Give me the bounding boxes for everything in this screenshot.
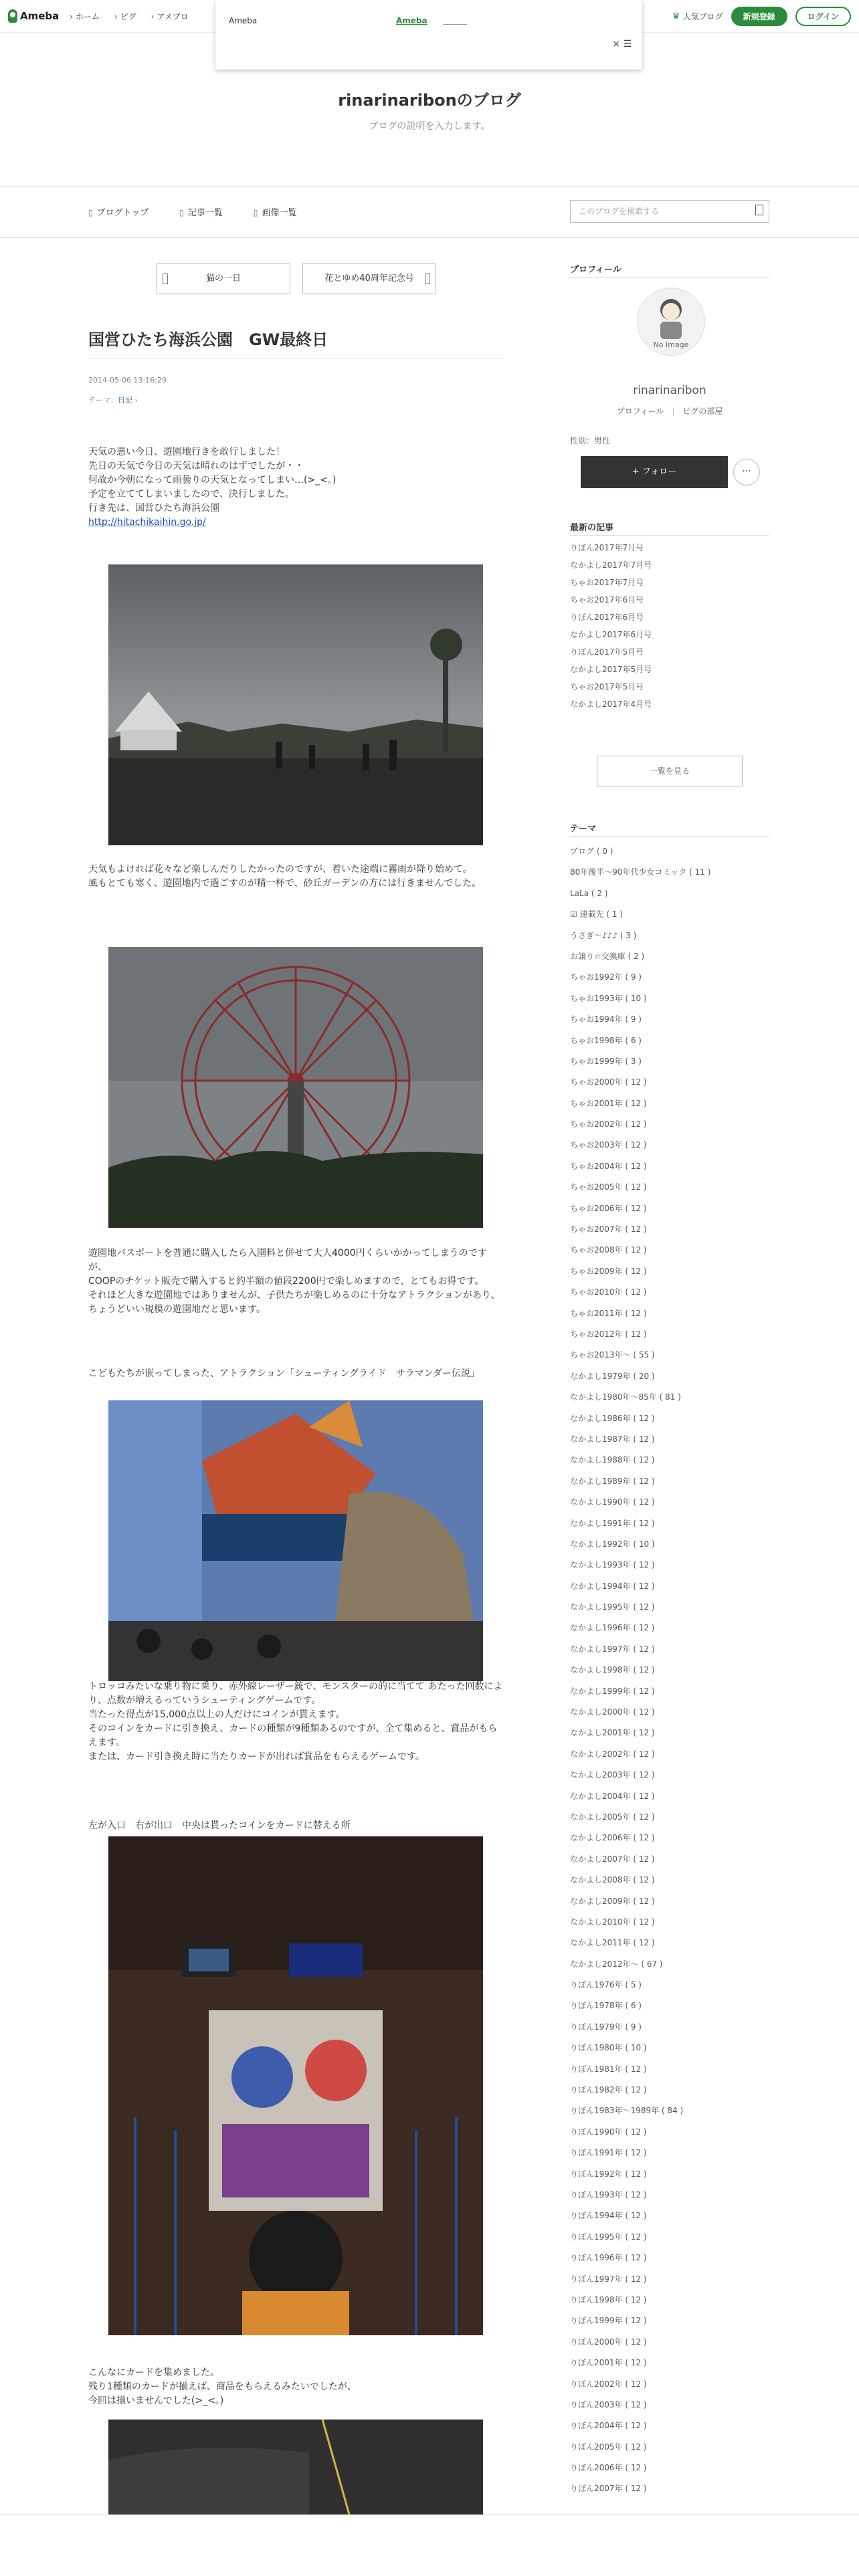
theme-item[interactable]: りぼん2001年 ( 12 ) (570, 2358, 647, 2368)
theme-item[interactable]: ちゃお1993年 ( 10 ) (570, 993, 647, 1003)
theme-item[interactable]: お譲り☆交換庫 ( 2 ) (570, 951, 645, 961)
recent-article-item[interactable]: りぼん2017年5月号 (570, 647, 644, 657)
theme-item[interactable]: ちゃお2003年 ( 12 ) (570, 1140, 647, 1150)
chevron-left-icon (163, 274, 168, 284)
article-paragraph-5 (88, 1680, 503, 1764)
next-article-label: 花とゆめ40周年記念号 (324, 274, 414, 284)
theme-item[interactable]: なかよし2001年 ( 12 ) (570, 1728, 655, 1738)
theme-item[interactable]: なかよし2009年 ( 12 ) (570, 1896, 655, 1906)
theme-item[interactable]: なかよし2007年 ( 12 ) (570, 1854, 655, 1864)
page-bottom-divider (0, 2514, 859, 2515)
theme-item[interactable]: なかよし1987年 ( 12 ) (570, 1434, 655, 1444)
theme-list (570, 841, 710, 2500)
photo-card-exchange-image (108, 1836, 483, 2335)
theme-item[interactable]: 80年後半〜90年代少女コミック ( 11 ) (570, 867, 711, 877)
recent-heading-rule (570, 535, 769, 536)
overlay-left-label: Ameba (229, 16, 258, 25)
article-date: 2014-05-06 13:16:29 (88, 376, 167, 385)
text-line: 残り1種類のカードが揃えば、商品をもらえるみたいでしたが、 (88, 2381, 357, 2392)
recent-article-item[interactable]: ちゃお2017年5月号 (570, 682, 644, 691)
theme-item[interactable]: りぼん1983年〜1989年 ( 84 ) (570, 2106, 684, 2116)
theme-item[interactable]: なかよし1991年 ( 12 ) (570, 1518, 655, 1528)
theme-item[interactable]: なかよし2003年 ( 12 ) (570, 1770, 655, 1780)
theme-item[interactable]: ちゃお2002年 ( 12 ) (570, 1119, 647, 1130)
theme-item[interactable]: ちゃお2012年 ( 12 ) (570, 1329, 647, 1339)
photo-cloudy-park-image (108, 564, 483, 845)
theme-item[interactable]: ちゃお2007年 ( 12 ) (570, 1224, 647, 1235)
theme-item[interactable]: ちゃお2004年 ( 12 ) (570, 1161, 647, 1171)
theme-item[interactable]: りぼん1991年 ( 12 ) (570, 2148, 647, 2158)
text-line: こんなにカードを集めました。 (88, 2367, 219, 2378)
theme-item[interactable]: なかよし1997年 ( 12 ) (570, 1644, 655, 1654)
article-paragraph-4 (88, 1367, 503, 1381)
profile-heading: プロフィール (570, 265, 622, 275)
theme-item[interactable]: りぼん2005年 ( 12 ) (570, 2442, 647, 2452)
theme-item[interactable]: なかよし2011年 ( 12 ) (570, 1938, 655, 1948)
photo-salamander-attraction-image (108, 1400, 483, 1681)
theme-item[interactable]: りぼん1996年 ( 12 ) (570, 2253, 647, 2263)
recent-articles-heading: 最新の記事 (570, 523, 614, 533)
blog-subnav (0, 186, 859, 238)
search-icon[interactable] (755, 205, 763, 215)
text-line: こどもたちが嵌ってしまった、アトラクション「シューティングライド サラマンダー伝説」 (88, 1368, 480, 1379)
right-nav (672, 7, 851, 26)
theme-item[interactable]: ちゃお2009年 ( 12 ) (570, 1266, 647, 1276)
text-line: 風もとても寒く、遊園地内で過ごすのが精一杯で、砂丘ガーデンの方には行きませんでした。 (88, 878, 482, 889)
view-all-button[interactable]: 一覧を見る (597, 756, 743, 786)
photo-cards[interactable] (108, 2420, 483, 2514)
theme-item[interactable]: なかよし1986年 ( 12 ) (570, 1413, 655, 1423)
pigg-room-link[interactable]: ピグの部屋 (682, 407, 723, 416)
overlay-close-button[interactable]: × ☰ (612, 39, 632, 49)
text-line: 今回は揃いませんでした(>_<。) (88, 2395, 224, 2406)
text-line: トロッコみたいな乗り物に乗り、赤外線レーザー銃で、モンスターの的に当てて あたった回数により、点数が増えるっていうシューティングゲームです。 (88, 1681, 503, 1706)
profile-name[interactable]: rinarinaribon (633, 384, 706, 397)
recent-article-item[interactable]: りぼん2017年6月号 (570, 613, 644, 622)
theme-item[interactable]: なかよし1996年 ( 12 ) (570, 1623, 655, 1633)
avatar[interactable] (637, 288, 705, 356)
theme-item[interactable]: りぼん2004年 ( 12 ) (570, 2421, 647, 2431)
text-line: 遊園地パスポートを普通に購入したら入園料と併せて大人4000円くらいかかってしまうのですが、 (88, 1248, 487, 1273)
nav-link-pigg[interactable]: › ピグ (114, 11, 136, 22)
theme-item[interactable]: なかよし1988年 ( 12 ) (570, 1455, 655, 1465)
theme-item[interactable]: りぼん1979年 ( 9 ) (570, 2022, 642, 2032)
theme-item[interactable]: ブログ ( 0 ) (570, 847, 613, 856)
article-paragraph-3 (88, 1247, 503, 1317)
theme-item[interactable]: りぼん1993年 ( 12 ) (570, 2190, 647, 2199)
theme-item[interactable]: りぼん1992年 ( 12 ) (570, 2169, 647, 2179)
theme-heading-rule (570, 836, 769, 837)
text-line: 天気もよければ花々など楽しんだりしたかったのですが、着いた途端に霧雨が降り始めて。 (88, 864, 472, 875)
chevron-right-icon (425, 274, 430, 284)
text-line: 行き先は、国営ひたち海浜公園 (88, 503, 219, 514)
profile-link[interactable]: プロフィール (616, 407, 664, 416)
recent-article-item[interactable]: なかよし2017年4月号 (570, 700, 652, 709)
prev-article-link[interactable] (157, 263, 290, 294)
theme-item[interactable]: なかよし1994年 ( 12 ) (570, 1581, 655, 1591)
theme-item[interactable]: ちゃお2011年 ( 12 ) (570, 1308, 647, 1318)
text-line: 先日の天気で今日の天気は晴れのはずでしたが・・ (88, 461, 304, 471)
theme-item[interactable]: なかよし1995年 ( 12 ) (570, 1602, 655, 1612)
article-paragraph-2 (88, 863, 503, 891)
theme-item[interactable]: りぼん1998年 ( 12 ) (570, 2294, 647, 2304)
article-paragraph-7 (88, 2366, 503, 2408)
chevron-right-icon: › (132, 396, 138, 405)
follow-button[interactable]: + フォロー (581, 456, 728, 488)
overlay-ameba-link[interactable]: Ameba (396, 16, 427, 25)
theme-item[interactable]: りぼん1982年 ( 12 ) (570, 2085, 647, 2095)
profile-heading-rule (570, 277, 769, 278)
theme-prefix: テーマ： (88, 396, 118, 405)
logo-text: Ameba (20, 10, 60, 22)
theme-item[interactable]: なかよし1980年〜85年 ( 81 ) (570, 1392, 681, 1402)
article-title[interactable]: 国営ひたち海浜公園 GW最終日 (88, 330, 328, 349)
text-line: 天気の悪い今日、遊園地行きを敢行しました！ (88, 447, 285, 457)
text-line: 当たった得点が15,000点以上の人だけにコインが貰えます。 (88, 1709, 345, 1720)
article-theme (88, 395, 138, 405)
theme-item[interactable]: りぼん1997年 ( 12 ) (570, 2274, 647, 2284)
popular-blog-link[interactable] (672, 11, 723, 22)
recent-article-item[interactable]: ちゃお2017年6月号 (570, 595, 644, 605)
theme-item[interactable]: なかよし1992年 ( 10 ) (570, 1539, 655, 1549)
article-theme-link[interactable]: 日記 (118, 396, 132, 405)
popular-blog-label: 人気ブログ (682, 12, 723, 21)
nav-links (70, 11, 189, 22)
theme-item[interactable]: なかよし1998年 ( 12 ) (570, 1665, 655, 1675)
theme-item[interactable]: りぼん2003年 ( 12 ) (570, 2399, 647, 2409)
text-line: 予定を立ててしまいましたので、決行しました。 (88, 489, 294, 500)
photo-cloudy-park[interactable] (108, 564, 483, 845)
theme-item[interactable]: ちゃお1994年 ( 9 ) (570, 1014, 642, 1025)
subnav-image-list[interactable]: ▯ 画像一覧 (254, 205, 297, 218)
theme-item[interactable]: LaLa ( 2 ) (570, 888, 608, 898)
overlay-underline (443, 24, 467, 25)
subnav-blog-top[interactable]: ▯ ブログトップ (88, 205, 149, 218)
theme-item[interactable]: ちゃお1999年 ( 3 ) (570, 1056, 642, 1066)
theme-item[interactable]: ちゃお2001年 ( 12 ) (570, 1098, 647, 1108)
article-paragraph-6 (88, 1819, 503, 1833)
theme-item[interactable]: りぼん1994年 ( 12 ) (570, 2211, 647, 2221)
photo-ferris-wheel[interactable] (108, 947, 483, 1228)
text-line: COOPのチケット販売で購入すると約半額の値段2200円で楽しめますので、とてもお得です。 (88, 1276, 484, 1287)
recent-article-item[interactable]: なかよし2017年5月号 (570, 665, 652, 674)
ameba-logo-icon (8, 9, 17, 23)
theme-item[interactable]: ちゃお1998年 ( 6 ) (570, 1035, 642, 1045)
photo-card-exchange[interactable] (108, 1836, 483, 2335)
theme-item[interactable]: なかよし2008年 ( 12 ) (570, 1875, 655, 1885)
photo-cards-image (108, 2420, 483, 2514)
nav-link-ameblo[interactable]: › アメブロ (151, 11, 189, 22)
recent-article-item[interactable]: ちゃお2017年7月号 (570, 578, 644, 587)
theme-item[interactable]: ちゃお1992年 ( 9 ) (570, 972, 642, 982)
theme-item[interactable]: なかよし1993年 ( 12 ) (570, 1560, 655, 1570)
crown-icon: ♛ (672, 11, 680, 21)
theme-item[interactable]: なかよし2004年 ( 12 ) (570, 1791, 655, 1801)
park-link[interactable]: http://hitachikaihin.go.jp/ (88, 517, 206, 528)
ameba-logo[interactable] (8, 8, 59, 24)
blog-search-input[interactable] (570, 200, 769, 223)
recent-articles-list (570, 539, 652, 713)
signup-button[interactable]: 新規登録 (731, 7, 787, 26)
theme-item[interactable]: りぼん2006年 ( 12 ) (570, 2463, 647, 2473)
theme-item[interactable]: りぼん2000年 ( 12 ) (570, 2337, 647, 2347)
theme-item[interactable]: りぼん2002年 ( 12 ) (570, 2379, 647, 2389)
text-line: 左が入口 右が出口 中央は貰ったコインをカードに替える所 (88, 1820, 351, 1831)
theme-item[interactable]: ちゃお2008年 ( 12 ) (570, 1245, 647, 1255)
theme-item[interactable]: ちゃお2013年〜 ( 55 ) (570, 1350, 655, 1360)
blog-description: ブログの説明を入力します。 (369, 121, 490, 132)
photo-salamander-attraction[interactable] (108, 1400, 483, 1681)
theme-item[interactable]: なかよし2000年 ( 12 ) (570, 1707, 655, 1717)
profile-links (570, 405, 769, 417)
theme-item[interactable]: ちゃお2010年 ( 12 ) (570, 1287, 647, 1297)
theme-item[interactable]: なかよし1979年 ( 20 ) (570, 1371, 655, 1381)
article-paragraph-1 (88, 445, 503, 530)
recent-article-item[interactable]: なかよし2017年7月号 (570, 560, 652, 570)
theme-item[interactable]: なかよし1990年 ( 12 ) (570, 1497, 655, 1507)
nav-link-home[interactable]: › ホーム (70, 11, 100, 22)
theme-item[interactable]: りぼん1978年 ( 6 ) (570, 2001, 642, 2011)
text-line: そのコインをカードに引き換え、カードの種類が9種類あるのですが、全て集めると、賞品がもらえます。 (88, 1723, 498, 1748)
profile-sex: 性別：男性 (570, 436, 611, 445)
theme-item[interactable]: りぼん1976年 ( 5 ) (570, 1980, 642, 1990)
theme-item[interactable]: りぼん2007年 ( 12 ) (570, 2484, 647, 2494)
theme-item[interactable]: なかよし2012年〜 ( 67 ) (570, 1959, 663, 1969)
login-button[interactable]: ログイン (795, 7, 851, 26)
recent-article-item[interactable]: なかよし2017年6月号 (570, 630, 652, 639)
theme-item[interactable]: なかよし2010年 ( 12 ) (570, 1917, 655, 1927)
more-options-button[interactable]: ··· (733, 459, 760, 486)
photo-ferris-wheel-image (108, 947, 483, 1228)
overlay-panel (215, 0, 642, 70)
theme-item[interactable]: ちゃお2006年 ( 12 ) (570, 1203, 647, 1213)
theme-heading: テーマ (570, 824, 597, 834)
theme-item[interactable]: ちゃお2005年 ( 12 ) (570, 1182, 647, 1192)
search-placeholder: このブログを検索する (579, 207, 660, 216)
blog-title[interactable]: rinarinaribonのブログ (338, 91, 521, 110)
no-image-label: No Image (653, 340, 689, 349)
theme-item[interactable]: なかよし1999年 ( 12 ) (570, 1686, 655, 1696)
theme-item[interactable]: りぼん1990年 ( 12 ) (570, 2127, 647, 2137)
subnav-article-list[interactable]: ▯ 記事一覧 (179, 205, 223, 218)
profile-links-separator: | (672, 407, 675, 416)
theme-item[interactable]: なかよし1989年 ( 12 ) (570, 1476, 655, 1486)
next-article-link[interactable] (302, 263, 436, 294)
theme-item[interactable]: なかよし2006年 ( 12 ) (570, 1833, 655, 1843)
recent-article-item[interactable]: りぼん2017年7月号 (570, 543, 644, 552)
prev-article-label: 猫の一日 (205, 274, 241, 284)
theme-item[interactable]: りぼん1999年 ( 12 ) (570, 2316, 647, 2326)
text-line: それほど大きな遊園地ではありませんが、子供たちが楽しめるのに十分なアトラクションがあり、ちょうどいい規模の遊園地だと思います。 (88, 1290, 500, 1315)
theme-item[interactable]: りぼん1995年 ( 12 ) (570, 2232, 647, 2242)
theme-item[interactable]: うさぎ〜♪♪♪ ( 3 ) (570, 930, 637, 940)
theme-item[interactable]: りぼん1981年 ( 12 ) (570, 2064, 647, 2074)
text-line: 何故か今朝になって雨曇りの天気となってしまい…(>_<。) (88, 475, 337, 486)
theme-item[interactable]: なかよし2002年 ( 12 ) (570, 1749, 655, 1759)
text-line: または、カード引き換え時に当たりカードが出れば賞品をもらえるゲームです。 (88, 1751, 425, 1762)
theme-item[interactable]: ちゃお2000年 ( 12 ) (570, 1077, 647, 1087)
theme-item[interactable]: なかよし2005年 ( 12 ) (570, 1812, 655, 1822)
theme-item[interactable]: りぼん1980年 ( 10 ) (570, 2043, 647, 2053)
theme-item[interactable]: ☑ 連載先 ( 1 ) (570, 909, 624, 920)
